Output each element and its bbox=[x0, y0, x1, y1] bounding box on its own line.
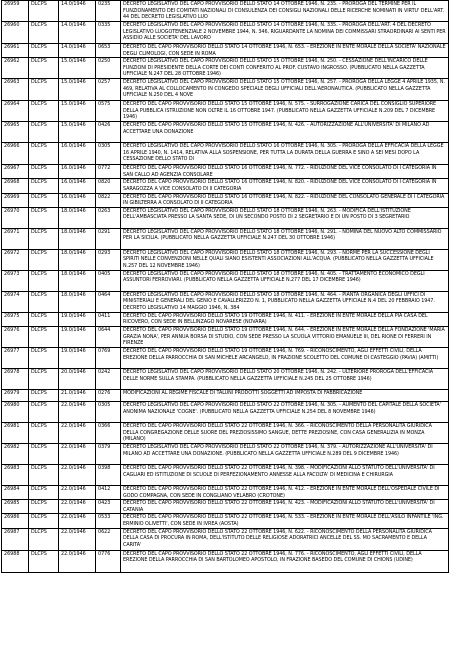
record-number-cell: 26970 bbox=[2, 207, 29, 228]
record-number-cell: 26964 bbox=[2, 101, 29, 122]
record-number-cell: 26979 bbox=[2, 389, 29, 401]
act-code-cell: 0276 bbox=[96, 389, 121, 401]
act-date-cell: 22.0/1946 bbox=[59, 464, 96, 485]
act-description-cell: DECRETO DEL CAPO PROVVISORIO DELLO STATO 22 OTTOBRE 1946, N. 423. - MODIFICAZIONI ALLO STATUTO DELL'UNIVERSITA' DI CATANIA bbox=[121, 500, 449, 514]
act-type-cell: DLCPS bbox=[29, 79, 59, 101]
record-number-cell: 26962 bbox=[2, 58, 29, 79]
table-row bbox=[2, 291, 449, 312]
record-number-cell: 26984 bbox=[2, 485, 29, 499]
act-date-cell: 16.0/1946 bbox=[59, 165, 96, 179]
act-description-cell: DECRETO DEL CAPO PROVVISORIO DELLO STATO 15 OTTOBRE 1946, N. 575. - SURROGAZIONE CARICA DEL CONSIGLIO SUPERIORE DELLA PUBBLICA ISTRUZIONE NON OLTRE IL 16 OTTOBRE 1947. (PUBBLICATO NELLA GAZZETTA UFFICIALE N.209 DEL 7 DICEMBRE 1946) bbox=[121, 101, 449, 122]
act-description-cell: DECRETO DEL CAPO PROVVISORIO DELLO STATO 22 OTTOBRE 1946, N. 398. - MODIFICAZIONI ALLO STATUTO DELL'UNIVERSITA' DI CAGLIARI ED ISTITUZIONE DI SCUOLE DI PERFEZIONAMENTO ANNESSE ALLA FACOLTA' DI MEDICINA E CHIRURGIA bbox=[121, 464, 449, 485]
act-type-cell: DLCPS bbox=[29, 464, 59, 485]
act-description-cell: DECRETO LEGISLATIVO DEL CAPO PROVVISORIO DELLO STATO 20 OTTOBRE 1946, N. 242. - ULTERIORE PROROGA DELL'EFFICACIA DELLE NORME SULLA STAMPA. (PUBBLICATO NELLA GAZZETTA UFFICIALE N.245 DEL 25 OTTOBRE 1946) bbox=[121, 368, 449, 389]
act-type-cell: DLCPS bbox=[29, 193, 59, 207]
act-description-cell: DECRETO LEGISLATIVO DEL CAPO PROVVISORIO DELLO STATO 15 OTTOBRE 1946, N. 250. - CESSAZIONE DELL'INCARICO DELLE FUNZIONI DI PRESIDENTE DELLA CORTE DEI CONTI CONFERITO AL PROF. CUSTAVO INGROSSO. (PUBBLICATO NELLA GAZZETTA UFFICIALE N.247 DEL 28 OTTOBRE 1946) bbox=[121, 58, 449, 79]
act-code-cell: 0250 bbox=[96, 58, 121, 79]
record-number-cell: 26983 bbox=[2, 464, 29, 485]
act-description-cell: DECRETO LEGISLATIVO DEL CAPO PROVVISORIO DELLO STATO 14 OTTOBRE 1946, N. 235. - PROROGA DEL TERMINE PER IL FUNZIONAMENTO DEI COMITATI NAZIONALI DI CONSULENZA DEI CONSIGLI NAZIONALI DELLE RICERCHE NOMINATI IN VIRTU' DELL'ART. 44 DEL DECRETO LEGISLATIVO LUO bbox=[121, 1, 449, 22]
act-description-cell: DECRETO LEGISLATIVO DEL CAPO PROVVISORIO DELLO STATO 16 OTTOBRE 1946, N. 305. - PROROGA DELLA EFFICACIA DELLA LEGGE 16 APRILE 1940, N. 1414, RELATIVA ALLA SOSPENSIONE, PER TUTTA LA DURATA DELLA GUERRA E SINO A SEI MESI DOPO LA CESSAZIONE DELLO STATO DI bbox=[121, 143, 449, 165]
table-row bbox=[2, 193, 449, 207]
record-number-cell: 26971 bbox=[2, 228, 29, 249]
table-row bbox=[2, 312, 449, 326]
record-number-cell: 26965 bbox=[2, 122, 29, 143]
act-date-cell: 22.0/1946 bbox=[59, 528, 96, 550]
act-description-cell: DECRETO DEL CAPO PROVVISORIO DELLO STATO 16 OTTOBRE 1946, N. 820. - RIDUZIONE DEL VICE CONSOLATO DI I CATEGORIA IN SARAGOZZA A VICE CONSOLATO DI II CATEGORIA bbox=[121, 179, 449, 193]
act-date-cell: 18.0/1946 bbox=[59, 249, 96, 270]
table-row bbox=[2, 249, 449, 270]
act-description-cell: DECRETO LEGISLATIVO DEL CAPO PROVVISORIO DELLO STATO 22 OTTOBRE 1946, N. 379. - AUTORIZZAZIONE ALL'UNIVERSITA' DI MILANO AD ACCETTARE UNA DONAZIONE. (PUBBLICATO NELLA GAZZETTA UFFICIALE N.289 DEL 9 DICEMBRE 1946) bbox=[121, 443, 449, 464]
act-date-cell: 21.0/1946 bbox=[59, 389, 96, 401]
act-description-cell: DECRETO LEGISLATIVO DEL CAPO PROVVISORIO DELLO STATO 14 OTTOBRE 1946, N. 335. - PROROGA DELL'ART. 4 DEL DECRETO LEGISLATIVO LUOGOTENENZIALE 2 NOVEMBRE 1944, N. 346, RIGUARDANTE LA NOMINA DEI COMMISSARI STRAORDINARI AI SENTI PER ASSIDIO ALLE SOCIETA' DEL LAVORO bbox=[121, 22, 449, 44]
act-type-cell: DLCPS bbox=[29, 44, 59, 58]
act-date-cell: 22.0/1946 bbox=[59, 500, 96, 514]
record-number-cell: 26972 bbox=[2, 249, 29, 270]
act-date-cell: 22.0/1946 bbox=[59, 550, 96, 572]
table-row bbox=[2, 228, 449, 249]
table-row bbox=[2, 101, 449, 122]
act-type-cell: DLCPS bbox=[29, 326, 59, 347]
act-code-cell: 0776 bbox=[96, 550, 121, 572]
act-type-cell: DLCPS bbox=[29, 514, 59, 528]
act-type-cell: DLCPS bbox=[29, 58, 59, 79]
table-row bbox=[2, 44, 449, 58]
act-description-cell: DECRETO DEL CAPO PROVVISORIO DELLO STATO 14 OTTOBRE 1946, N. 653. - EREZIONE IN ENTE MORALE DELLA SOCIETA' NAZIONALE DEGLI CLIMOLOGI, CON SEDE IN ROMA bbox=[121, 44, 449, 58]
act-type-cell: DLCPS bbox=[29, 179, 59, 193]
act-type-cell: DLCPS bbox=[29, 347, 59, 368]
act-code-cell: 0622 bbox=[96, 528, 121, 550]
table-row bbox=[2, 79, 449, 101]
act-code-cell: 0398 bbox=[96, 464, 121, 485]
table-row bbox=[2, 528, 449, 550]
act-type-cell: DLCPS bbox=[29, 1, 59, 22]
record-number-cell: 26980 bbox=[2, 401, 29, 422]
act-date-cell: 19.0/1946 bbox=[59, 347, 96, 368]
act-code-cell: 0769 bbox=[96, 347, 121, 368]
table-row bbox=[2, 122, 449, 143]
act-date-cell: 14.0/1946 bbox=[59, 1, 96, 22]
act-description-cell: DECRETO LEGISLATIVO DEL CAPO PROVVISORIO DELLO STATO 18 OTTOBRE 1946, N. 293. - NORME PER LA SUCCESSIONE DEGLI SPIRITI NELLE CONVENZIONI NELLE QUALI SIANO ESISTENTI ASSOCIAZIONI ALL'ACQUA. (PUBBLICATO NELLA GAZZETTA UFFICIALE N.257 DEL 12 NOVEMBRE 1946) bbox=[121, 249, 449, 270]
act-date-cell: 16.0/1946 bbox=[59, 143, 96, 165]
act-type-cell: DLCPS bbox=[29, 249, 59, 270]
act-code-cell: 0653 bbox=[96, 44, 121, 58]
act-type-cell: DLCPS bbox=[29, 291, 59, 312]
act-code-cell: 0263 bbox=[96, 207, 121, 228]
act-code-cell: 0379 bbox=[96, 443, 121, 464]
act-date-cell: 19.0/1946 bbox=[59, 326, 96, 347]
act-type-cell: DLCPS bbox=[29, 401, 59, 422]
record-number-cell: 26960 bbox=[2, 22, 29, 44]
table-row bbox=[2, 500, 449, 514]
act-code-cell: 0426 bbox=[96, 122, 121, 143]
act-date-cell: 16.0/1946 bbox=[59, 179, 96, 193]
act-code-cell: 0291 bbox=[96, 228, 121, 249]
act-date-cell: 15.0/1946 bbox=[59, 101, 96, 122]
record-number-cell: 26973 bbox=[2, 270, 29, 291]
act-date-cell: 22.0/1946 bbox=[59, 514, 96, 528]
act-code-cell: 0411 bbox=[96, 312, 121, 326]
table-row bbox=[2, 422, 449, 443]
table-row bbox=[2, 207, 449, 228]
act-date-cell: 16.0/1946 bbox=[59, 193, 96, 207]
record-number-cell: 26975 bbox=[2, 312, 29, 326]
act-type-cell: DLCPS bbox=[29, 500, 59, 514]
act-code-cell: 0822 bbox=[96, 193, 121, 207]
record-number-cell: 26977 bbox=[2, 347, 29, 368]
record-number-cell: 26974 bbox=[2, 291, 29, 312]
act-description-cell: DECRETO DEL CAPO PROVVISORIO DELLO STATO 19 OTTOBRE 1946, N. 769. - RICONOSCIMENTO, AGLI EFFETTI CIVILI, DELLA EREZIONE DELLA PARROCCHIA DI SAN MICHELE ARCANGELO, IN FRAZIONE SCOLETTO DEL COMUNE DI CASTEGGIO (PAVIA) (AMITTI) bbox=[121, 347, 449, 368]
act-date-cell: 20.0/1946 bbox=[59, 368, 96, 389]
table-row bbox=[2, 165, 449, 179]
act-description-cell: DECRETO DEL CAPO PROVVISORIO DELLO STATO 22 OTTOBRE 1946, N. 412. - EREZIONE IN ENTE MORALE DELL'OSPEDALE CIVILE DI GODO COMPAGNA, CON SEDE IN CONGLIANO VELABRO (CROTONE) bbox=[121, 485, 449, 499]
act-code-cell: 0242 bbox=[96, 368, 121, 389]
act-type-cell: DLCPS bbox=[29, 422, 59, 443]
record-number-cell: 26967 bbox=[2, 165, 29, 179]
act-date-cell: 14.0/1946 bbox=[59, 44, 96, 58]
act-description-cell: DECRETO DEL CAPO PROVVISORIO DELLO STATO 22 OTTOBRE 1946, N. 366. - RICONOSCIMENTO DELLA PERSONALITA GIURIDICA DELLA CONGREGAZIONE DELLE SUORE DEL PREZIOSISSIMO SANGUE, DETTE PREZIOSINE, CON CASA GENERALIZIA IN MONZA (MILANO) bbox=[121, 422, 449, 443]
act-code-cell: 0257 bbox=[96, 79, 121, 101]
table-row bbox=[2, 347, 449, 368]
act-type-cell: DLCPS bbox=[29, 22, 59, 44]
record-number-cell: 26963 bbox=[2, 79, 29, 101]
act-description-cell: DECRETO DEL CAPO PROVVISORIO DELLO STATO 22 OTTOBRE 1946, N. 533. - EREZIONE IN ENTE MORALE DELL'ASILO INFANTILE 'ING. ERMINIO OLIVETTI', CON SEDE IN IVREA (AOSTA) bbox=[121, 514, 449, 528]
act-date-cell: 18.0/1946 bbox=[59, 291, 96, 312]
act-date-cell: 22.0/1946 bbox=[59, 422, 96, 443]
table-row bbox=[2, 514, 449, 528]
act-code-cell: 0423 bbox=[96, 500, 121, 514]
act-type-cell: DLCPS bbox=[29, 207, 59, 228]
decree-register-table bbox=[1, 0, 449, 573]
act-code-cell: 0305 bbox=[96, 143, 121, 165]
act-date-cell: 15.0/1946 bbox=[59, 122, 96, 143]
record-number-cell: 26959 bbox=[2, 1, 29, 22]
act-description-cell: DECRETO DEL CAPO PROVVISORIO DELLO STATO 22 OTTOBRE 1946, N. 776. - RICONOSCIMENTO, AGLI EFFETTI CIVILI, DELLA EREZIONE DELLA PARROCCHIA DI SAN BARTOLOMEO APOSTOLO, IN FRAZIONE BASEDO DEL COMUNE DI CHIONS (UDINE) bbox=[121, 550, 449, 572]
act-type-cell: DLCPS bbox=[29, 550, 59, 572]
act-code-cell: 0335 bbox=[96, 22, 121, 44]
act-description-cell: MODIFICAZIONI AL REGIME FISCALE DI TALUNI PRODOTTI SOGGETTI AD IMPOSTA DI FABBRICAZIONE bbox=[121, 389, 449, 401]
act-description-cell: DECRETO DEL CAPO PROVVISORIO DELLO STATO 16 OTTOBRE 1946, N. 822. - RIDUZIONE DEL CONSOLATO GENERALE DI I CATEGORIA IN GIBILTERRA A CONSOLATO DI II CATEGORIA bbox=[121, 193, 449, 207]
act-type-cell: DLCPS bbox=[29, 389, 59, 401]
table-row bbox=[2, 58, 449, 79]
act-description-cell: DECRETO DEL CAPO PROVVISORIO DELLO STATO 16 OTTOBRE 1946, N. 772. - RIDUZIONE DEL VICE CONSOLATO DI I CATEGORIA IN SAN CALLO AD AGENZIA CONSOLARE bbox=[121, 165, 449, 179]
act-code-cell: 0820 bbox=[96, 179, 121, 193]
act-code-cell: 0644 bbox=[96, 326, 121, 347]
act-code-cell: 0464 bbox=[96, 291, 121, 312]
record-number-cell: 26982 bbox=[2, 443, 29, 464]
act-description-cell: DECRETO LEGISLATIVO DEL CAPO PROVVISORIO DELLO STATO 18 OTTOBRE 1946, N. 263. - MODIFICA DELL'ISTITUZIONE DELL'AMBASCIATA PRESSO LA SANTA SEDE, DI UN SECONDO POSTO DI 2 SEGRETARIO E DI UN POSTO DI 3 SEGRETARIO bbox=[121, 207, 449, 228]
act-type-cell: DLCPS bbox=[29, 485, 59, 499]
act-date-cell: 22.0/1946 bbox=[59, 401, 96, 422]
table-row bbox=[2, 270, 449, 291]
act-code-cell: 0366 bbox=[96, 422, 121, 443]
table-row bbox=[2, 22, 449, 44]
act-type-cell: DLCPS bbox=[29, 312, 59, 326]
act-type-cell: DLCPS bbox=[29, 528, 59, 550]
act-description-cell: DECRETO LEGISLATIVO DEL CAPO PROVVISORIO DELLO STATO 15 OTTOBRE 1946, N. 257. - PROROGA DELLA LEGGE 4 APRILE 1935, N. 469, RELATIVA AL COLLOCAMENTO IN CONGEDO SPECIALE DEGLI UFFICIALI DELL'AERONAUTICA. (PUBBLICATO NELLA GAZZETTA UFFICIALE N.250 DEL 4 NOVE bbox=[121, 79, 449, 101]
act-code-cell: 0412 bbox=[96, 485, 121, 499]
table-row bbox=[2, 1, 449, 22]
table-row bbox=[2, 179, 449, 193]
record-number-cell: 26976 bbox=[2, 326, 29, 347]
act-type-cell: DLCPS bbox=[29, 143, 59, 165]
act-date-cell: 18.0/1946 bbox=[59, 228, 96, 249]
act-code-cell: 0575 bbox=[96, 101, 121, 122]
act-description-cell: DECRETO LEGISLATIVO DEL CAPO PROVVISORIO DELLO STATO 18 OTTOBRE 1946, N. 291. - NOMINA DEL NUOVO ALTO COMMISSARIO PER LA SICILIA. (PUBBLICATO NELLA GAZZETTA UFFICIALE N.247 DEL 30 OTTOBRE 1946) bbox=[121, 228, 449, 249]
act-date-cell: 18.0/1946 bbox=[59, 207, 96, 228]
record-number-cell: 26978 bbox=[2, 368, 29, 389]
act-code-cell: 0772 bbox=[96, 165, 121, 179]
table-row bbox=[2, 443, 449, 464]
act-description-cell: DECRETO DEL CAPO PROVVISORIO DELLO STATO 19 OTTOBRE 1946, N. 411. - EREZIONE IN ENTE MORALE DELLA PIA CASA DEL RICOVERO, CON SEDE IN BELLINZAGO NOVARESE (NOVARA) bbox=[121, 312, 449, 326]
table-row bbox=[2, 326, 449, 347]
act-type-cell: DLCPS bbox=[29, 101, 59, 122]
act-type-cell: DLCPS bbox=[29, 122, 59, 143]
act-code-cell: 0293 bbox=[96, 249, 121, 270]
act-description-cell: DECRETO LEGISLATIVO DEL CAPO PROVVISORIO DELLO STATO 22 OTTOBRE 1946, N. 305. - AUMENTO DEL CAPITALE DELLA SOCIETA' ANONIMA NAZIONALE 'COGNE'. (PUBBLICATO NELLA GAZZETTA UFFICIALE N.254 DEL 8 NOVEMBRE 1946) bbox=[121, 401, 449, 422]
register-page bbox=[1, 0, 449, 645]
act-description-cell: DECRETO DEL CAPO PROVVISORIO DELLO STATO 19 OTTOBRE 1946, N. 644. - EREZIONE IN ENTE MORALE DELLA FONDAZIONE 'MARIA GRAZIA NONA', PER ANNUA BORSA DI STUDIO, CON SEDE PRESSO LA SCUOLA VITTORIO EMANUELE III, DEL RIONE DI FERRERI IN FIRENZE bbox=[121, 326, 449, 347]
record-number-cell: 26987 bbox=[2, 528, 29, 550]
table-row bbox=[2, 368, 449, 389]
decree-rows bbox=[2, 1, 449, 573]
act-type-cell: DLCPS bbox=[29, 228, 59, 249]
act-description-cell: DECRETO LEGISLATIVO DEL CAPO PROVVISORIO DELLO STATO 18 OTTOBRE 1946, N. 405. - TRATTAMENTO ECONOMICO DEGLI ASSUNTORI FERROVIARI. (PUBBLICATO NELLA GAZZETTA UFFICIALE N.277 DEL 17 DICEMBRE 1946) bbox=[121, 270, 449, 291]
act-type-cell: DLCPS bbox=[29, 443, 59, 464]
record-number-cell: 26966 bbox=[2, 143, 29, 165]
act-code-cell: 0305 bbox=[96, 401, 121, 422]
record-number-cell: 26981 bbox=[2, 422, 29, 443]
act-description-cell: DECRETO DEL CAPO PROVVISORIO DELLO STATO 22 OTTOBRE 1946, N. 622. - RICONOSCIMENTO DELLA PERSONALITA GIURIDICA DELLA CASA DI PROCURA IN ROMA, DELL'ISTITUTO DELLE RELIGIOSE ADORATRICI ANCELLE DEL SS. MO SACRAMENTO E DELLA CARITA' bbox=[121, 528, 449, 550]
act-description-cell: DECRETO LEGISLATIVO DEL CAPO PROVVISORIO DELLO STATO 18 OTTOBRE 1946, N. 464. - PIANTA ORGANICA DEGLI UFFICI DI MINISTERIALI E GENERALI DEL GENIO E CAVALLERIZZO N. 1, PUBBLICATO NELLA GAZZETTA UFFICIALE N.4 DEL 20 FEBBRAIO 1947. DECRETO LEGISLATIVO 14 MAGGIO 1946, N. 384 bbox=[121, 291, 449, 312]
act-date-cell: 22.0/1946 bbox=[59, 485, 96, 499]
act-type-cell: DLCPS bbox=[29, 270, 59, 291]
act-date-cell: 14.0/1946 bbox=[59, 22, 96, 44]
act-date-cell: 18.0/1946 bbox=[59, 270, 96, 291]
act-date-cell: 15.0/1946 bbox=[59, 58, 96, 79]
record-number-cell: 26988 bbox=[2, 550, 29, 572]
table-row bbox=[2, 389, 449, 401]
act-type-cell: DLCPS bbox=[29, 165, 59, 179]
act-type-cell: DLCPS bbox=[29, 368, 59, 389]
record-number-cell: 26961 bbox=[2, 44, 29, 58]
record-number-cell: 26968 bbox=[2, 179, 29, 193]
table-row bbox=[2, 550, 449, 572]
table-row bbox=[2, 143, 449, 165]
record-number-cell: 26969 bbox=[2, 193, 29, 207]
record-number-cell: 26985 bbox=[2, 500, 29, 514]
record-number-cell: 26986 bbox=[2, 514, 29, 528]
act-code-cell: 0533 bbox=[96, 514, 121, 528]
table-row bbox=[2, 485, 449, 499]
act-code-cell: 0405 bbox=[96, 270, 121, 291]
table-row bbox=[2, 401, 449, 422]
act-code-cell: 0235 bbox=[96, 1, 121, 22]
act-date-cell: 15.0/1946 bbox=[59, 79, 96, 101]
act-date-cell: 19.0/1946 bbox=[59, 312, 96, 326]
act-date-cell: 22.0/1946 bbox=[59, 443, 96, 464]
act-description-cell: DECRETO DEL CAPO PROVVISORIO DELLO STATO 15 OTTOBRE 1946, N. 426. - AUTORIZZAZIONE ALL'UNIVERSITA' DI MILANO AD ACCETTARE UNA DONAZIONE bbox=[121, 122, 449, 143]
table-row bbox=[2, 464, 449, 485]
